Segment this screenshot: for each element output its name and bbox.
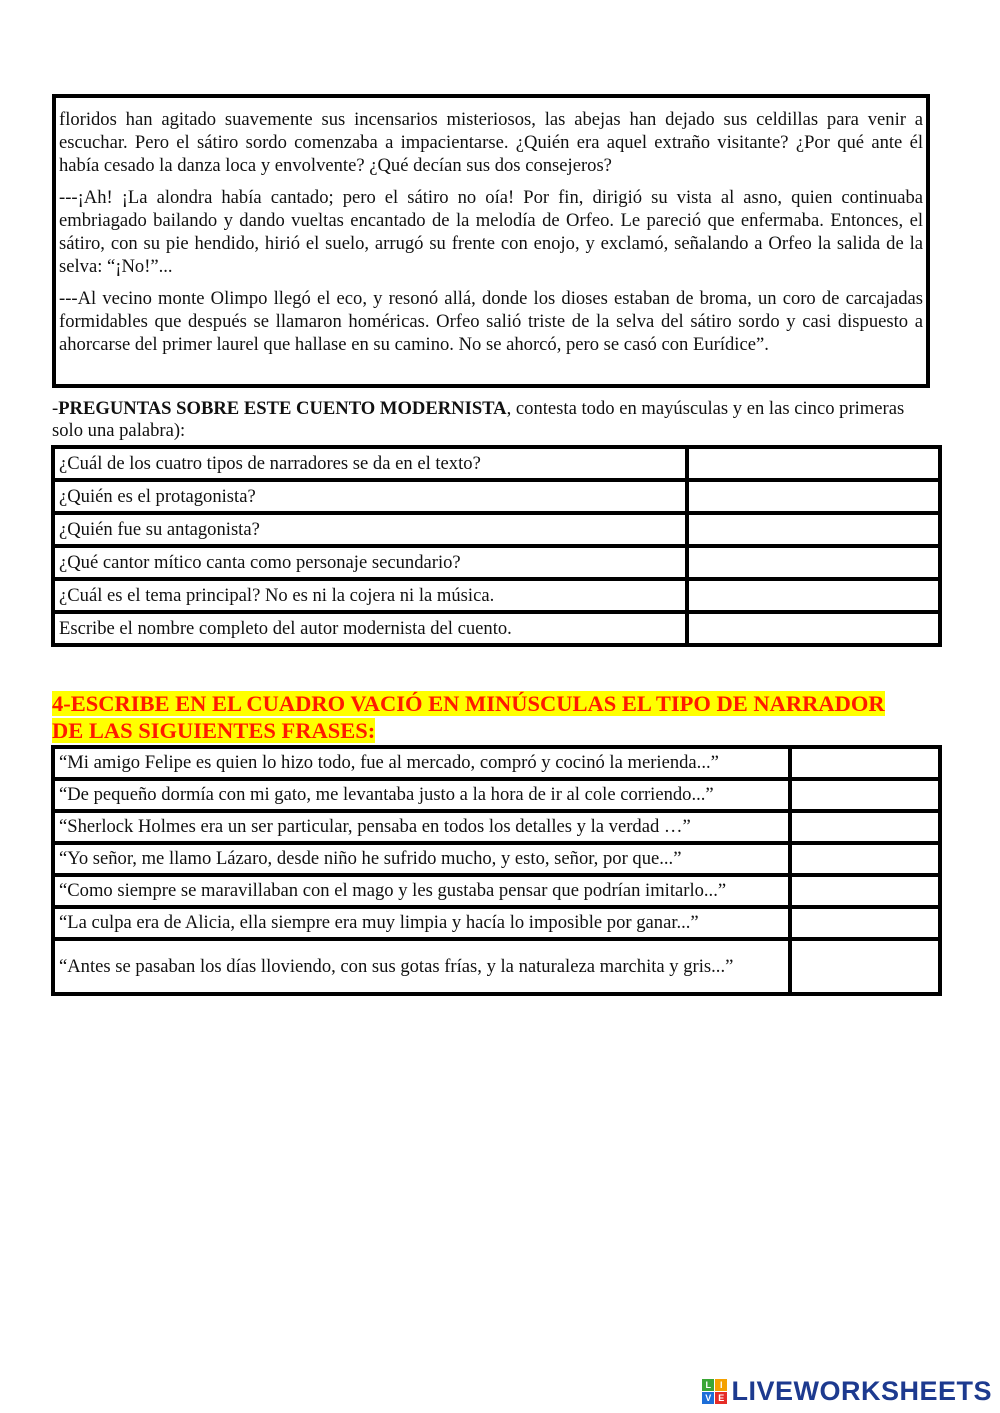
section-title-line-2: DE LAS SIGUIENTES FRASES: bbox=[52, 718, 376, 743]
logo-mark-icon: L I V E bbox=[702, 1379, 727, 1404]
story-excerpt-box bbox=[52, 94, 930, 388]
answer-field-6[interactable] bbox=[687, 612, 940, 645]
table-row bbox=[53, 579, 940, 612]
questions-table bbox=[51, 445, 942, 647]
answer-field-5[interactable] bbox=[687, 579, 940, 612]
narrator-answer-field-2[interactable] bbox=[790, 779, 940, 811]
phrase-text: “Como siempre se maravillaban con el mago y les gustaba pensar que podrían imitarlo...” bbox=[53, 875, 790, 907]
narrator-answer-field-4[interactable] bbox=[790, 843, 940, 875]
table-row bbox=[53, 747, 940, 779]
table-row bbox=[53, 811, 940, 843]
narrator-answer-field-3[interactable] bbox=[790, 811, 940, 843]
phrase-text: “De pequeño dormía con mi gato, me levantaba justo a la hora de ir al cole corriendo...” bbox=[53, 779, 790, 811]
narrator-answer-field-1[interactable] bbox=[790, 747, 940, 779]
answer-field-3[interactable] bbox=[687, 513, 940, 546]
questions-instructions bbox=[52, 398, 932, 442]
question-text: Escribe el nombre completo del autor modernista del cuento. bbox=[53, 612, 687, 645]
instructions-heading: PREGUNTAS SOBRE ESTE CUENTO MODERNISTA bbox=[58, 398, 507, 419]
phrase-text: “Sherlock Holmes era un ser particular, pensaba en todos los detalles y la verdad …” bbox=[53, 811, 790, 843]
narrator-answer-field-5[interactable] bbox=[790, 875, 940, 907]
story-paragraph: ---Al vecino monte Olimpo llegó el eco, y resonó allá, donde los dioses estaban de broma, un coro de carcajadas formidables que después se llamaron homéricas. Orfeo salió triste de la selva del sátiro sordo y casi dispuesto a ahorcarse del primer laurel que hallase en su camino. No se ahorcó, pero se casó con Eurídice”. bbox=[59, 288, 923, 355]
narrator-phrases-table bbox=[51, 745, 942, 996]
table-row bbox=[53, 612, 940, 645]
phrase-text: “La culpa era de Alicia, ella siempre era muy limpia y hacía lo imposible por ganar...” bbox=[53, 907, 790, 939]
story-paragraph: ---¡Ah! ¡La alondra había cantado; pero el sátiro no oía! Por fin, dirigió su vista al asno, quien continuaba embriagado bailando y dando vueltas encantado de la melodía de Orfeo. Le pareció que enfermaba. Entonces, el sátiro, con su pie hendido, hirió el suelo, arrugó su frente con enojo, y exclamó, señalando a Orfeo la salida de la selva: “¡No!”... bbox=[59, 187, 923, 277]
table-row bbox=[53, 513, 940, 546]
phrase-text: “Mi amigo Felipe es quien lo hizo todo, fue al mercado, compró y cocinó la merienda...” bbox=[53, 747, 790, 779]
table-row bbox=[53, 447, 940, 480]
instructions-text: , contesta todo en mayúsculas y en las cinco primeras solo una palabra): bbox=[52, 398, 905, 441]
logo-text: LIVEWORKSHEETS bbox=[731, 1376, 992, 1406]
question-text: ¿Cuál es el tema principal? No es ni la cojera ni la música. bbox=[53, 579, 687, 612]
story-paragraph: floridos han agitado suavemente sus incensarios misteriosos, las abejas han dejado sus celdillas para venir a escuchar. Pero el sátiro sordo comenzaba a impacientarse. ¿Quién era aquel extraño visitante? ¿Por qué ante él había cesado la danza loca y envolvente? ¿Qué decían sus dos consejeros? bbox=[59, 109, 923, 176]
table-row bbox=[53, 779, 940, 811]
instructions-prefix: - bbox=[52, 398, 59, 419]
table-row bbox=[53, 939, 940, 994]
question-text: ¿Quién fue su antagonista? bbox=[53, 513, 687, 546]
table-row bbox=[53, 480, 940, 513]
table-row bbox=[53, 875, 940, 907]
question-text: ¿Cuál de los cuatro tipos de narradores se da en el texto? bbox=[53, 447, 687, 480]
answer-field-4[interactable] bbox=[687, 546, 940, 579]
answer-field-1[interactable] bbox=[687, 447, 940, 480]
question-text: ¿Quién es el protagonista? bbox=[53, 480, 687, 513]
table-row bbox=[53, 843, 940, 875]
section-title-line-1: 4-ESCRIBE EN EL CUADRO VACIÓ EN MINÚSCULAS EL TIPO DE NARRADOR bbox=[52, 691, 885, 716]
answer-field-2[interactable] bbox=[687, 480, 940, 513]
phrase-text: “Yo señor, me llamo Lázaro, desde niño he sufrido mucho, y esto, señor, por que...” bbox=[53, 843, 790, 875]
table-row bbox=[53, 907, 940, 939]
liveworksheets-logo bbox=[702, 1376, 992, 1407]
narrator-answer-field-7[interactable] bbox=[790, 939, 940, 994]
question-text: ¿Qué cantor mítico canta como personaje secundario? bbox=[53, 546, 687, 579]
section-4-title bbox=[52, 690, 942, 744]
narrator-answer-field-6[interactable] bbox=[790, 907, 940, 939]
table-row bbox=[53, 546, 940, 579]
phrase-text: “Antes se pasaban los días lloviendo, con sus gotas frías, y la naturaleza marchita y gris...” bbox=[53, 939, 790, 994]
